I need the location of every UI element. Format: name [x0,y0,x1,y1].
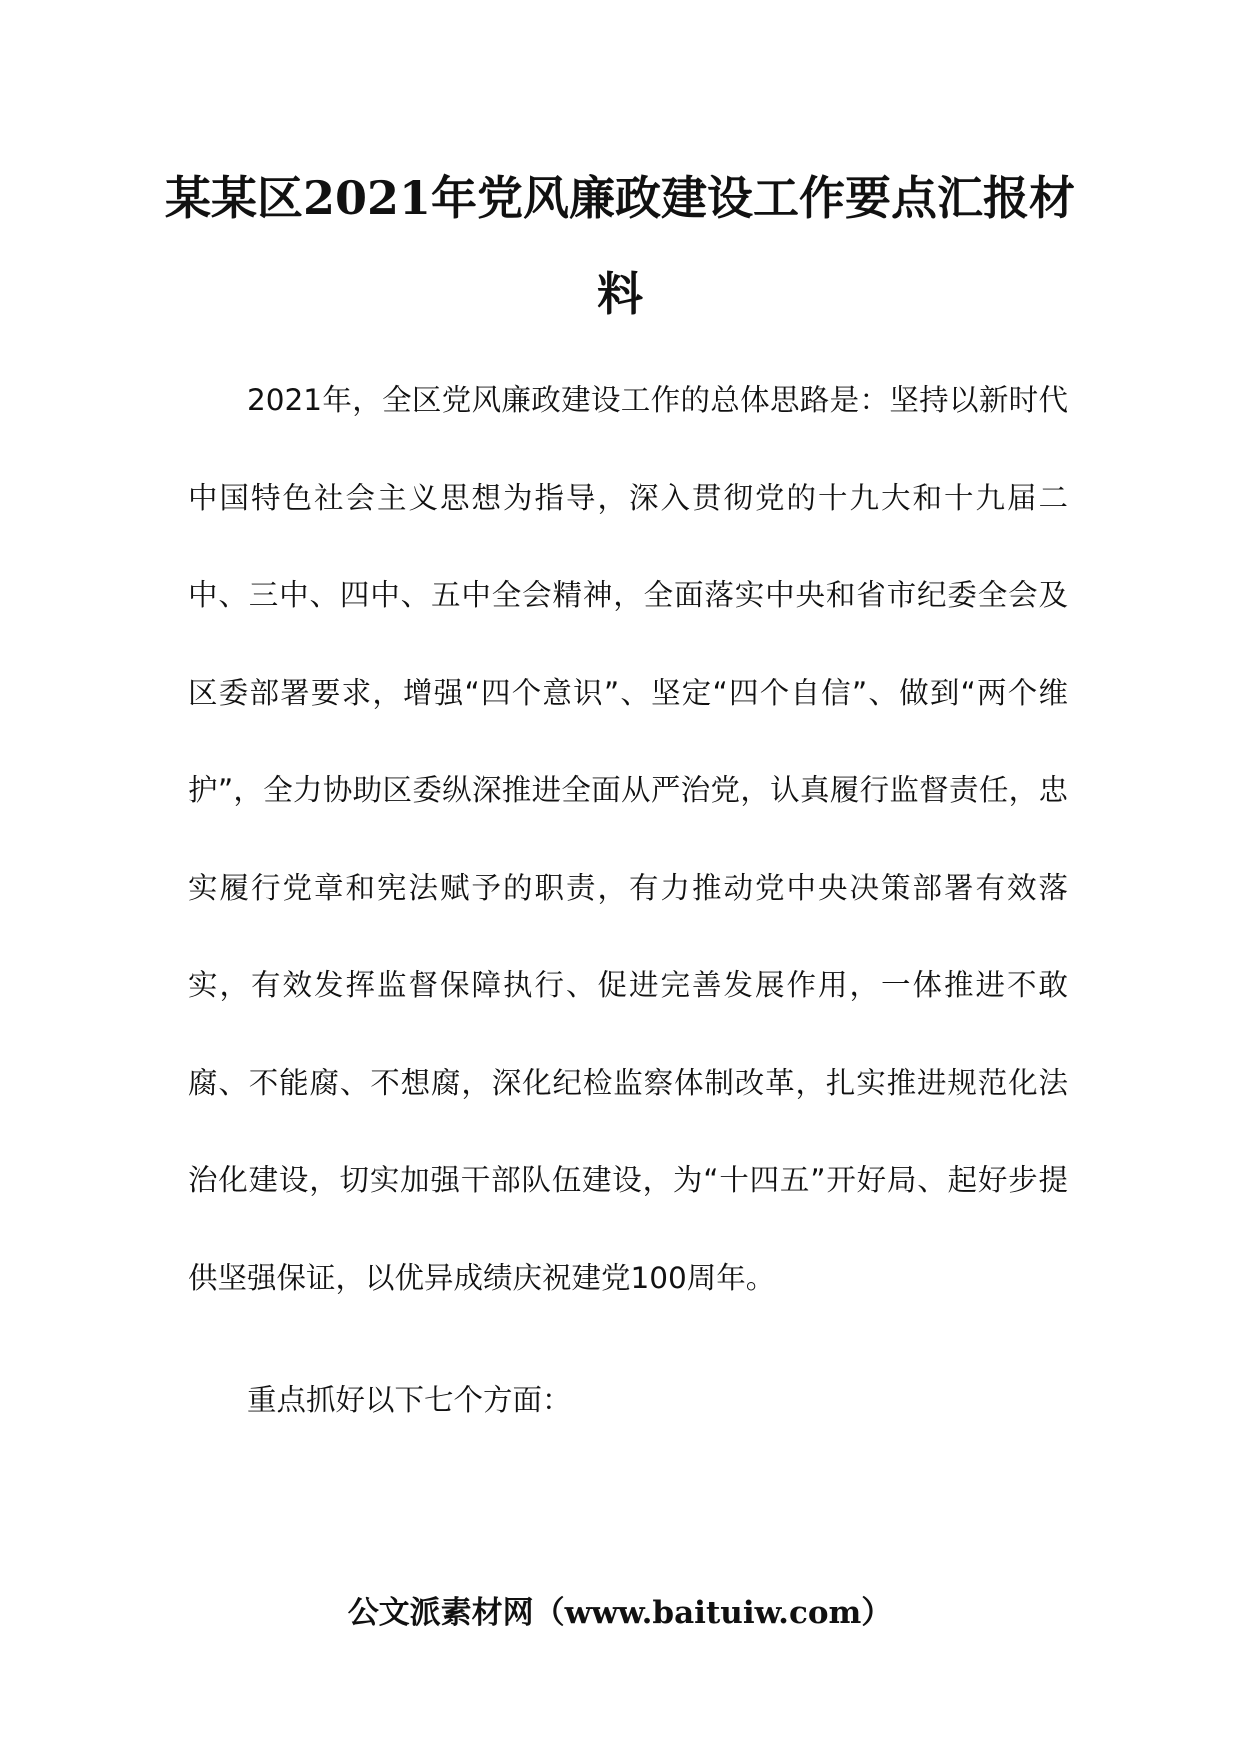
document-title: 某某区2021年党风廉政建设工作要点汇报材料 [164,171,1076,321]
page-footer-source: 公文派素材网（www.baituiw.com） [347,1595,893,1631]
paragraph-key-points: 重点抓好以下七个方面： [247,1383,572,1417]
paragraph-overview: 2021年，全区党风廉政建设工作的总体思路是：坚持以新时代中国特色社会主义思想为指导，深入贯彻党的十九大和十九届二中、三中、四中、五中全会精神，全面落实中央和省市纪委全会及区委部署要求，增强“四个意识”、坚定“四个自信”、做到“两个维护”，全力协助区委纵深推进全面从严治党，认真履行监督责任，忠实履行党章和宪法赋予的职责，有力推动党中央决策部署有效落实，有效发挥监督保障执行、促进完善发展作用，一体推进不敢腐、不能腐、不想腐，深化纪检监察体制改革，扎实推进规范化法治化建设，切实加强干部队伍建设，为“十四五”开好局、起好步提供坚强保证，以优异成绩庆祝建党100周年。 [188,383,1068,1295]
